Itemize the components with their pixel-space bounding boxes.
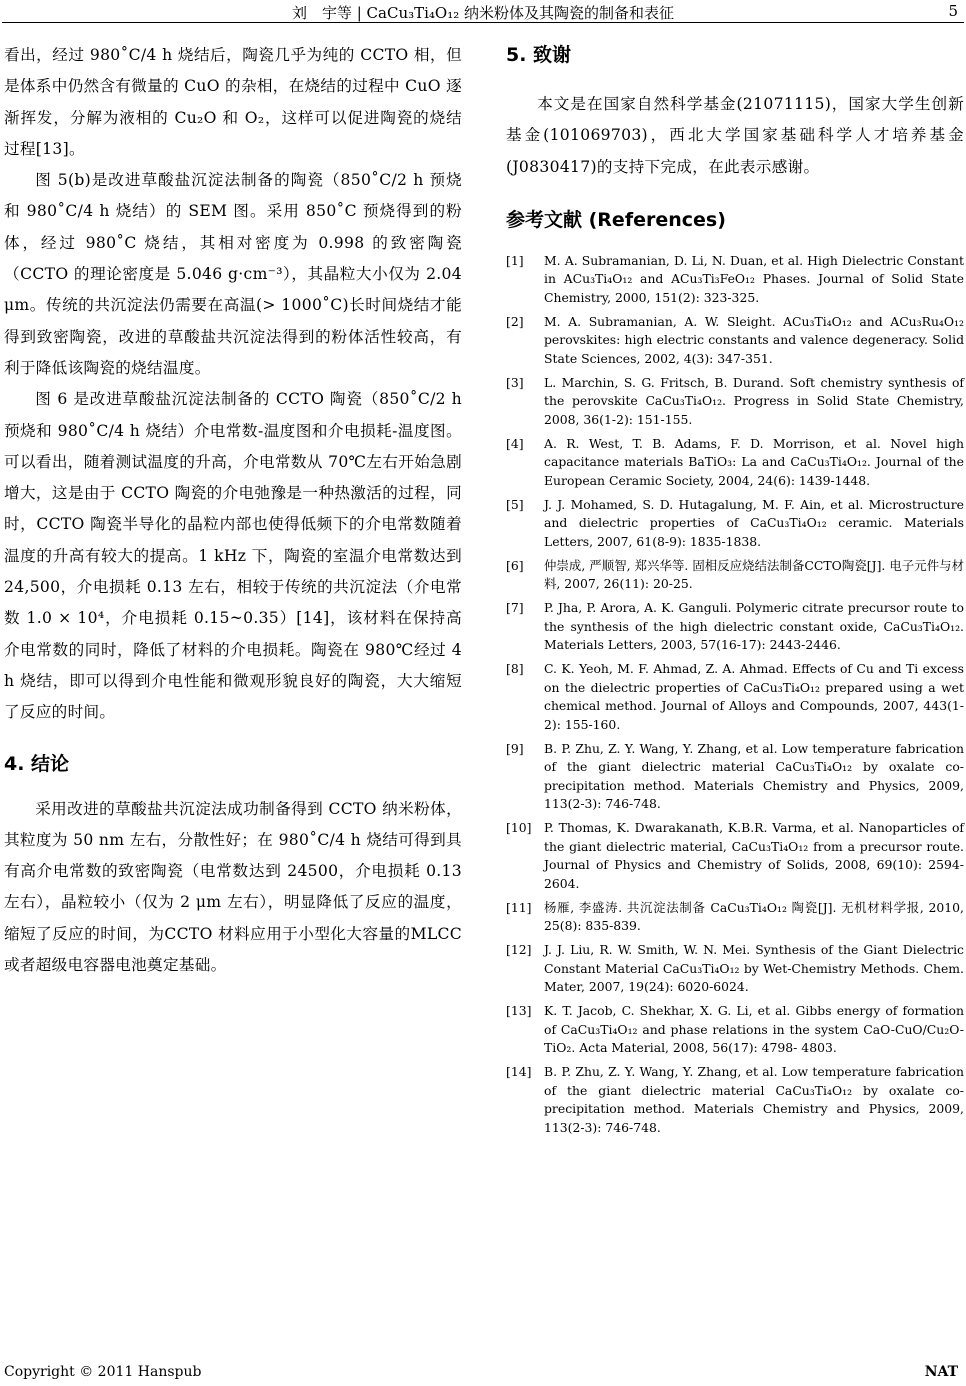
page-number: 5: [948, 2, 958, 20]
reference-item: [506, 557, 964, 594]
reference-text: 杨雁, 李盛涛. 共沉淀法制备 CaCu₃Ti₄O₁₂ 陶瓷[J]. 无机材料学报, 2010, 25(8): 835-839.: [544, 899, 964, 934]
reference-item: [506, 252, 964, 308]
reference-number: [13]: [506, 1003, 532, 1019]
reference-item: [506, 1063, 964, 1137]
reference-text: J. J. Mohamed, S. D. Hutagalung, M. F. Ain, et al. Microstructure and dielectric properties of CaCu₃Ti₄O₁₂ ceramic. Materials Letters, 2007, 61(8-9): 1835-1838.: [544, 496, 964, 549]
reference-number: [9]: [506, 740, 524, 756]
reference-text: P. Thomas, K. Dwarakanath, K.B.R. Varma, et al. Nanoparticles of the giant dielectric material, CaCu₃Ti₄O₁₂ from a precursor route. Journal of Physics and Chemistry of Solids, 2008, 69(10): 2594-2604.: [544, 820, 964, 891]
right-column: [506, 40, 964, 1143]
paragraph-acknowledgement: 本文是在国家自然科学基金(21071115)，国家大学生创新基金(101069703)，西北大学国家基础科学人才培养基金(J0830417)的支持下完成，在此表示感谢。: [506, 95, 964, 176]
reference-item: [506, 435, 964, 491]
paragraph-conclusion: 采用改进的草酸盐共沉淀法成功制备得到 CCTO 纳米粉体，其粒度为 50 nm 左右，分散性好；在 980˚C/4 h 烧结可得到具有高介电常数的致密陶瓷（电常数达到 24500，介电损耗 0.13 左右），晶粒较小（仅为 2 μm 左右），明显降低了反应的温度，缩短了反应的时间，为CCTO 材料应用于小型化大容量的MLCC 或者超级电容器电池奠定基础。: [4, 799, 462, 975]
reference-number: [1]: [506, 252, 524, 268]
header-rule: [2, 22, 964, 23]
reference-item: [506, 599, 964, 655]
journal-brand: NAT: [924, 1364, 958, 1380]
reference-item: [506, 1002, 964, 1058]
reference-text: M. A. Subramanian, D. Li, N. Duan, et al. High Dielectric Constant in ACu₃Ti₄O₁₂ and ACu₃Ti₃FeO₁₂ Phases. Journal of Solid State Chemistry, 2000, 151(2): 323-325.: [544, 252, 964, 306]
reference-item: [506, 496, 964, 552]
references-title: 参考文献 (References): [506, 208, 726, 231]
header-title: 刘 宇等 | CaCu₃Ti₄O₁₂ 纳米粉体及其陶瓷的制备和表征: [291, 4, 675, 22]
reference-text: P. Jha, P. Arora, A. K. Ganguli. Polymeric citrate precursor route to the synthesis of the high dielectric constant oxide, CaCu₃Ti₄O₁₂. Materials Letters, 2003, 57(16-17): 2443-2446.: [544, 600, 964, 653]
reference-number: [10]: [506, 820, 532, 836]
reference-item: [506, 819, 964, 893]
reference-text: 仲崇成, 严顺智, 郑兴华等. 固相反应烧结法制备CCTO陶瓷[J]. 电子元件与材料, 2007, 26(11): 20-25.: [544, 557, 964, 592]
reference-number: [7]: [506, 600, 524, 616]
reference-text: B. P. Zhu, Z. Y. Wang, Y. Zhang, et al. Low temperature fabrication of the giant dielectric material CaCu₃Ti₄O₁₂ by oxalate co-precipitation method. Materials Chemistry and Physics, 2009, 113(2-3): 746-748.: [544, 1064, 964, 1135]
reference-text: M. A. Subramanian, A. W. Sleight. ACu₃Ti₄O₁₂ and ACu₃Ru₄O₁₂ perovskites: high electric constants and valence degeneracy. Solid State Sciences, 2002, 4(3): 347-351.: [544, 313, 964, 367]
reference-item: [506, 740, 964, 814]
reference-number: [5]: [506, 496, 524, 512]
running-header: [0, 0, 966, 24]
reference-number: [12]: [506, 942, 532, 958]
reference-list: [506, 252, 964, 1138]
reference-number: [11]: [506, 899, 532, 915]
reference-text: J. J. Liu, R. W. Smith, W. N. Mei. Synthesis of the Giant Dielectric Constant Material CaCu₃Ti₄O₁₂ by Wet-Chemistry Methods. Chem. Mater, 2007, 19(24): 6020-6024.: [544, 942, 964, 995]
reference-number: [8]: [506, 661, 524, 677]
copyright-text: Copyright © 2011 Hanspub: [4, 1364, 202, 1380]
reference-text: C. K. Yeoh, M. F. Ahmad, Z. A. Ahmad. Effects of Cu and Ti excess on the dielectric properties of CaCu₃Ti₄O₁₂ prepared using a wet chemical method. Journal of Alloys and Compounds, 2007, 443(1-2): 155-160.: [544, 661, 964, 732]
reference-text: K. T. Jacob, C. Shekhar, X. G. Li, et al. Gibbs energy of formation of CaCu₃Ti₄O₁₂ and phase relations in the system CaO-CuO/Cu₂O-TiO₂. Acta Material, 2008, 56(17): 4798- 4803.: [544, 1003, 964, 1056]
paragraph-sem: 图 5(b)是改进草酸盐沉淀法制备的陶瓷（850˚C/2 h 预烧和 980˚C/4 h 烧结）的 SEM 图。采用 850˚C 预烧得到的粉体，经过 980˚C 烧结，其相对密度为 0.998 的致密陶瓷（CCTO 的理论密度是 5.046 g·cm⁻³），其晶粒大小仅为 2.04 μm。传统的共沉淀法仍需要在高温(> 1000˚C)长时间烧结才能得到致密陶瓷，改进的草酸盐共沉淀法得到的粉体活性较高，有利于降低该陶瓷的烧结温度。: [4, 171, 462, 377]
reference-text: L. Marchin, S. G. Fritsch, B. Durand. Soft chemistry synthesis of the perovskite CaCu₃Ti₄O₁₂. Progress in Solid State Chemistry, 2008, 36(1-2): 151-155.: [544, 374, 964, 428]
section-5-title: 5. 致谢: [506, 44, 572, 66]
reference-number: [4]: [506, 435, 524, 451]
section-4-title: 4. 结论: [4, 752, 70, 775]
reference-number: [6]: [506, 557, 524, 573]
reference-number: [2]: [506, 313, 524, 329]
reference-item: [506, 374, 964, 430]
reference-item: [506, 313, 964, 369]
paragraph-sintering: 看出，经过 980˚C/4 h 烧结后，陶瓷几乎为纯的 CCTO 相，但是体系中仍然含有微量的 CuO 的杂相，在烧结的过程中 CuO 逐渐挥发，分解为液相的 Cu₂O 和 O₂，这样可以促进陶瓷的烧结过程[13]。: [4, 46, 462, 158]
reference-item: [506, 899, 964, 936]
reference-number: [14]: [506, 1064, 532, 1080]
reference-text: A. R. West, T. B. Adams, F. D. Morrison, et al. Novel high capacitance materials BaTiO₃: La and CaCu₃Ti₄O₁₂. Journal of the European Ceramic Society, 2004, 24(6): 1439-1448.: [544, 435, 964, 488]
left-column: [4, 40, 462, 981]
paragraph-dielectric: 图 6 是改进草酸盐沉淀法制备的 CCTO 陶瓷（850˚C/2 h 预烧和 980˚C/4 h 烧结）介电常数-温度图和介电损耗-温度图。可以看出，随着测试温度的升高，介电常数从 70℃左右开始急剧增大，这是由于 CCTO 陶瓷的介电弛豫是一种热激活的过程，同时，CCTO 陶瓷半导化的晶粒内部也使得低频下的介电常数随着温度的升高有较大的提高。1 kHz 下，陶瓷的室温介电常数达到 24,500，介电损耗 0.13 左右，相较于传统的共沉淀法（介电常数 1.0 × 10⁴，介电损耗 0.15~0.35）[14]，该材料在保持高介电常数的同时，降低了材料的介电损耗。陶瓷在 980℃经过 4 h 烧结，即可以得到介电性能和微观形貌良好的陶瓷，大大缩短了反应的时间。: [4, 390, 462, 722]
reference-number: [3]: [506, 374, 524, 390]
reference-item: [506, 941, 964, 997]
reference-text: B. P. Zhu, Z. Y. Wang, Y. Zhang, et al. Low temperature fabrication of the giant dielectric material CaCu₃Ti₄O₁₂ by oxalate co-precipitation method. Materials Chemistry and Physics, 2009, 113(2-3): 746-748.: [544, 740, 964, 812]
reference-item: [506, 660, 964, 734]
